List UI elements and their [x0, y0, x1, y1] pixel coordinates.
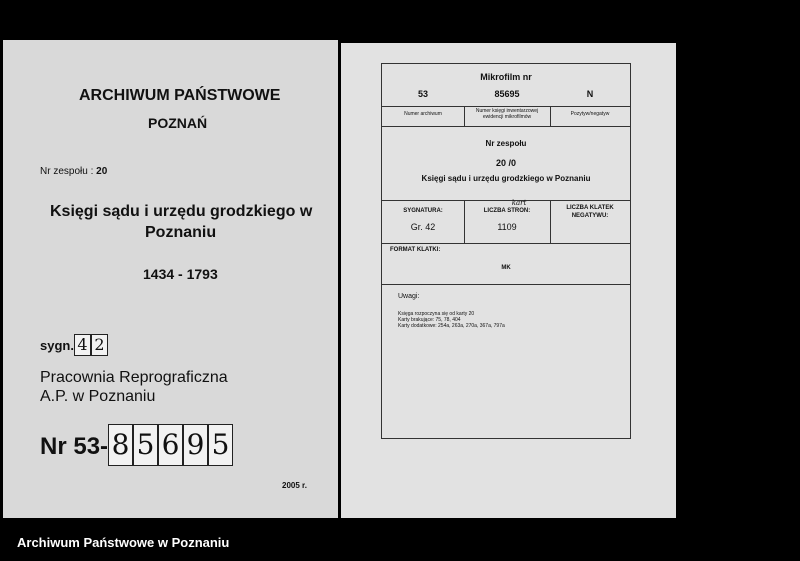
signature-field-label: SYGNATURA: [403, 208, 443, 214]
footer-caption: Archiwum Państwowe w Poznaniu [17, 535, 230, 550]
fond-row [382, 126, 630, 201]
microfilm-form [381, 63, 631, 439]
frames-field-label: LICZBA KLATEK NEGATYWU: [566, 205, 614, 219]
microfilm-digit: 8 [108, 424, 133, 466]
microfilm-number-line [40, 424, 233, 466]
record-title-line1: Księgi sądu i urzędu grodzkiego w [50, 203, 313, 220]
archive-label-card [3, 40, 338, 518]
fond-label: Nr zespołu : [40, 166, 97, 177]
pages-field-value: 1109 [497, 222, 517, 232]
fond-label: Nr zespołu [485, 139, 527, 148]
format-row [382, 243, 630, 285]
fond-value: 20 /0 [495, 158, 517, 168]
signature-row [382, 200, 630, 244]
pages-field-label: LICZBA STRON: [483, 208, 531, 214]
archive-number-caption: Numer archiwum [404, 111, 442, 117]
signature-label: sygn. [40, 338, 74, 353]
pages-handwritten-note: kart [511, 199, 527, 207]
notes-section [382, 284, 630, 438]
archive-number: 53 [417, 89, 428, 99]
date-range: 1434 - 1793 [143, 266, 218, 282]
notes-line: Księga rozpoczyna się od karty 20 [398, 311, 475, 317]
signature-line [40, 334, 108, 356]
positive-negative-flag: N [586, 89, 594, 99]
positive-negative-caption: Pozytyw/negatyw [570, 111, 610, 117]
signature-field-value: Gr. 42 [410, 222, 436, 232]
microfilm-number-label: Nr 53- [40, 433, 109, 460]
notes-label: Uwagi: [398, 293, 420, 300]
archive-city: POZNAŃ [148, 115, 208, 131]
workshop-line2: A.P. w Poznaniu [40, 388, 156, 405]
microfilm-digit: 5 [133, 424, 158, 466]
microfilm-digit: 5 [208, 424, 233, 466]
signature-digit: 2 [91, 334, 108, 356]
workshop-line1: Pracownia Reprograficzna [40, 369, 228, 386]
notes-line: Karty dodatkowe: 254a, 263a, 270a, 367a, 797a [398, 323, 505, 329]
format-field-label: FORMAT KLATKI: [390, 247, 441, 253]
microfilm-form-card [341, 43, 676, 518]
microfilm-row [382, 64, 630, 127]
microfilm-number: 85695 [494, 89, 520, 99]
record-title-line2: Poznaniu [145, 224, 217, 241]
notes-line: Karty brakujące: 75, 78, 404 [398, 317, 461, 323]
signature-digit: 4 [74, 334, 91, 356]
fond-title: Księgi sądu i urzędu grodzkiego w Poznaniu [421, 174, 591, 183]
fond-number-line [40, 166, 107, 177]
year: 2005 r. [282, 481, 307, 490]
microfilm-digit: 9 [183, 424, 208, 466]
microfilm-digit: 6 [158, 424, 183, 466]
microfilm-label: Mikrofilm nr [480, 72, 532, 82]
format-field-value: MK [501, 265, 511, 271]
fond-number: 20 [96, 166, 108, 177]
archive-name: ARCHIWUM PAŃSTWOWE [79, 87, 281, 104]
microfilm-number-caption: Numer księgi inwentarzowej ewidencji mikrofilmów [475, 108, 539, 120]
